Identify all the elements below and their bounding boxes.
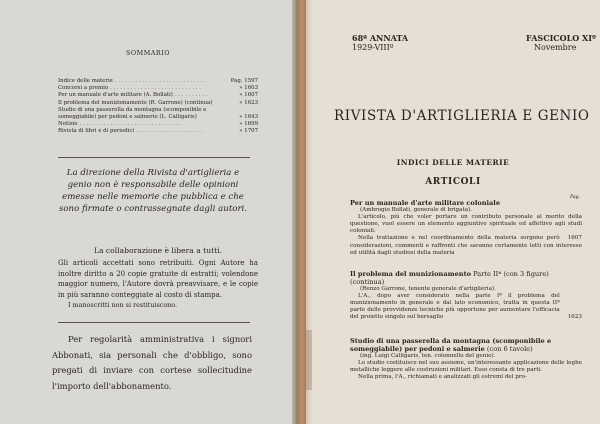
article-author: (Renzo Garrone, tenente generale d'artiglieria). [360, 286, 496, 292]
article-title: Per un manuale d'arte militare coloniale [350, 199, 501, 207]
toc-row: Per un manuale d'arte militare (A. Bollati) . . . . . . . . . . » 1607 [58, 92, 258, 99]
article-entry [350, 337, 582, 381]
right-page [306, 0, 600, 424]
article-page: 1607 [567, 235, 582, 242]
fascicolo-label: FASCICOLO XIº [526, 33, 596, 43]
section-heading: ARTICOLI [425, 177, 481, 187]
collaboration-heading: La collaborazione è libera a tutti. [93, 246, 223, 255]
index-heading: INDICI DELLE MATERIE [396, 158, 510, 167]
article-summary: L'articolo, più che voler portare un contributo personale al merito della questione, vuol essere un elemento aggiuntivo spirituale ed affettivo agli studi coloniali. [350, 214, 582, 235]
article-author: (ing. Luigi Calligaris, ten. colonnello del genio). [360, 353, 496, 359]
article-author: (Ambrogio Bollati, generale di brigata). [360, 207, 472, 213]
toc-row: Rivista di libri e di periodici . . . . . . . . . . . . . . . . . . . . » 1707 [58, 128, 258, 135]
page-column-label: Pag. [570, 195, 581, 200]
years-label: 1929-VIIIº [352, 43, 394, 52]
journal-title: RIVISTA D'ARTIGLIERIA E GENIO [334, 108, 590, 124]
annata-label: 68ª ANNATA [352, 33, 409, 43]
manuscripts-note: I manoscritti non si restituiscono. [68, 301, 178, 310]
article-title: Studio di una passerella da montagna (scomponibile e someggiabile) per pedoni e salmerie [350, 337, 552, 353]
article-title-extra: Parte IIª (con 3 figure) (continua) [350, 270, 549, 286]
article-entry [350, 270, 582, 322]
toc-row: Il problema del munizionamento (R. Garrone) (continua) » 1623 [58, 99, 258, 106]
toc-row: Notizie . . . . . . . . . . . . . . . . . . . . . . . . . . . . . . » 1699 [58, 121, 258, 128]
collaboration-block [58, 246, 258, 310]
toc-row: Indice delle materie . . . . . . . . . . . . . . . . . . . . . . . . . . . Pag. 1597 [58, 78, 258, 84]
disclaimer-text: La direzione della Rivista d'artiglieria e genio non è responsabile delle opinioni emesse nelle memorie che pubblica e che sono firmate o contrassegnate dagli autori. [58, 168, 248, 214]
month-label: Novembre [534, 43, 577, 52]
article-summary: Nella trattazione e nel coordinamento della materia sorgono però considerazioni, commenti e raffronti che saranno certamente letti con interesse ed utilità dagli studiosi della materia [350, 235, 582, 256]
summary-heading: SOMMARIO [126, 49, 170, 57]
article-entry [350, 199, 582, 257]
article-summary: L'A., dopo aver considerato nella parte Iª il problema del munizionamento in generale e dal lato economico, tratta in questa IIª parte delle provvidenze tecniche più opportune per aumentare l'efficacia del proietto singolo sul bersaglio [350, 293, 560, 321]
left-page [0, 0, 296, 424]
article-title: Il problema del munizionamento [350, 270, 472, 278]
table-of-contents [58, 78, 258, 136]
collaboration-text: Gli articoli accettati sono retribuiti. Ogni Autore ha inoltre diritto a 20 copie gratuite di estratti; volendone maggior numero, l'Autore dovrà preavvisare, e le copie in più saranno conteggiate al costo di stampa. [58, 259, 258, 299]
article-page: 1623 [567, 314, 582, 321]
article-summary: Nella prima, l'A., richiamati e analizzati gli estremi del pro- [358, 374, 527, 381]
divider [58, 157, 250, 158]
toc-row: Studio di una passerella da montagna (scomponibile e [58, 106, 207, 113]
divider [58, 322, 250, 323]
toc-row: someggiabile) per pedoni e salmerie (L. Calligaris) » 1643 [58, 114, 258, 121]
article-title-extra: (con 6 tavole) [484, 345, 533, 353]
toc-row: Concorsi a premio . . . . . . . . . . . . . . . . . . . . . . . . . . . » 1603 [58, 85, 258, 92]
article-summary: Lo studio costituisce nel suo assieme, un'interessante applicazione delle leghe metalliche leggere alle costruzioni militari. Esso consta di tre parti. [350, 360, 582, 374]
admin-notice: Per regolarità amministrativa i signori Abbonati, sia personali che d'obbligo, sono pregati di inviare con cortese sollecitudine l'importo dell'abbonamento. [52, 334, 252, 391]
